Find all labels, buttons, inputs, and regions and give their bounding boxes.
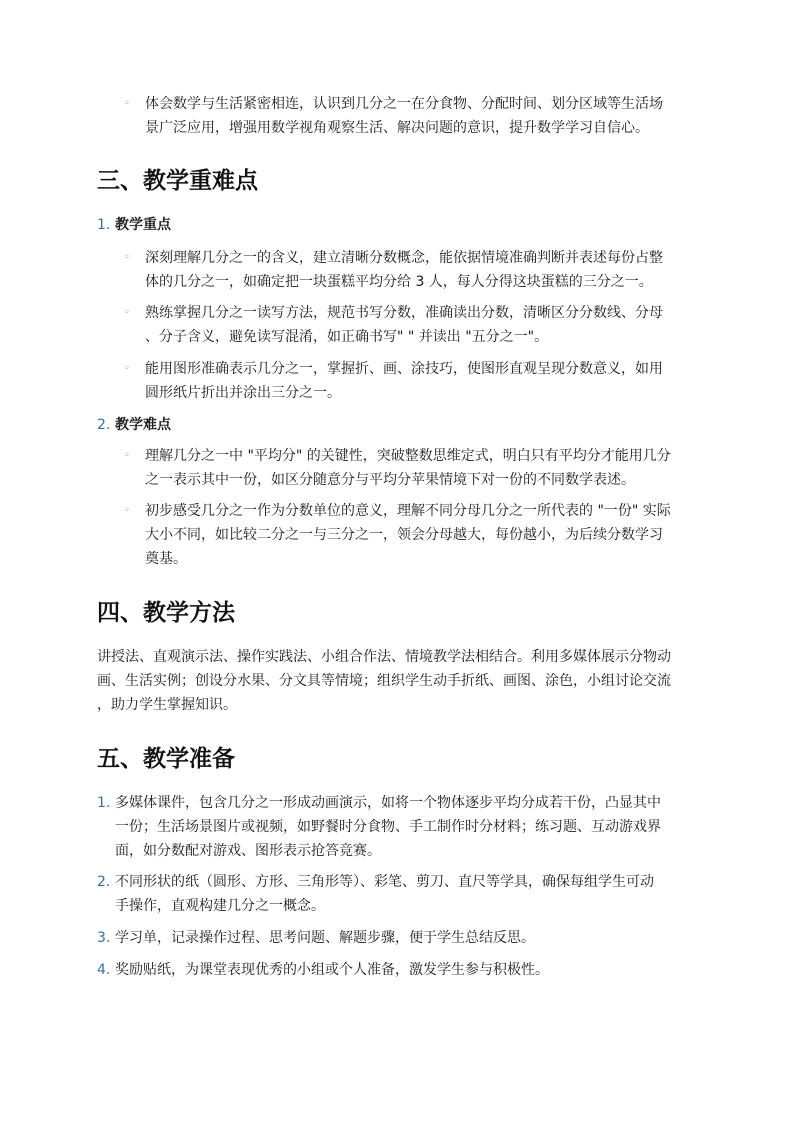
difficulty-2-line-1: 初步感受几分之一作为分数单位的意义，理解不同分母几分之一所代表的 "一份" 实际: [145, 503, 671, 519]
goal-bullet-line-2: 景广泛应用，增强用数学视角观察生活、解决问题的意识，提升数学学习自信心。: [145, 120, 649, 136]
prep-2-line-2: 手操作，直观构建几分之一概念。: [115, 898, 325, 914]
bullet-marker: ◦: [124, 98, 130, 109]
prep-3-line-1: 学习单，记录操作过程、思考问题、解题步骤，便于学生总结反思。: [115, 930, 535, 946]
bullet-marker: ◦: [124, 252, 130, 263]
subheading-key-points: 教学重点: [115, 217, 171, 233]
key-point-3-line-2: 圆形纸片折出并涂出三分之一。: [145, 385, 341, 401]
list-number: 1.: [97, 795, 111, 811]
difficulty-2-line-3: 奠基。: [145, 551, 187, 567]
key-point-1-line-2: 体的几分之一，如确定把一块蛋糕平均分给 3 人，每人分得这块蛋糕的三分之一。: [145, 274, 653, 290]
key-point-2-line-2: 、分子含义，避免读写混淆，如正确书写" " 并读出 "五分之一"。: [145, 329, 549, 345]
methods-line-2: 画、生活实例；创设分水果、分文具等情境；组织学生动手折纸、画图、涂色，小组讨论交流: [97, 673, 671, 689]
subheading-difficulties: 教学难点: [115, 417, 171, 433]
methods-line-1: 讲授法、直观演示法、操作实践法、小组合作法、情境教学法相结合。利用多媒体展示分物动: [97, 649, 671, 665]
key-point-2-line-1: 熟练掌握几分之一读写方法，规范书写分数，准确读出分数，清晰区分分数线、分母: [145, 305, 663, 321]
difficulty-1-line-2: 之一表示其中一份，如区分随意分与平均分苹果情境下对一份的不同数学表述。: [145, 472, 635, 488]
prep-1-line-1: 多媒体课件，包含几分之一形成动画演示，如将一个物体逐步平均分成若干份，凸显其中: [115, 795, 661, 811]
goal-bullet-line-1: 体会数学与生活紧密相连，认识到几分之一在分食物、分配时间、划分区域等生活场: [145, 96, 663, 112]
bullet-marker: ◦: [124, 450, 130, 461]
methods-line-3: ，助力学生掌握知识。: [97, 697, 237, 713]
list-number: 4.: [97, 962, 111, 978]
section-5-heading: 五、教学准备: [97, 746, 235, 772]
list-number: 2.: [97, 874, 111, 890]
list-number: 1.: [97, 217, 111, 233]
bullet-marker: ◦: [124, 505, 130, 516]
prep-2-line-1: 不同形状的纸（圆形、方形、三角形等）、彩笔、剪刀、直尺等学具，确保每组学生可动: [115, 874, 654, 890]
key-point-1-line-1: 深刻理解几分之一的含义，建立清晰分数概念，能依据情境准确判断并表述每份占整: [145, 250, 663, 266]
bullet-marker: ◦: [124, 307, 130, 318]
difficulty-2-line-2: 大小不同，如比较二分之一与三分之一，领会分母越大，每份越小，为后续分数学习: [145, 527, 663, 543]
section-3-heading: 三、教学重难点: [97, 168, 258, 194]
difficulty-1-line-1: 理解几分之一中 "平均分" 的关键性，突破整数思维定式，明白只有平均分才能用几分: [145, 448, 671, 464]
prep-1-line-2: 一份；生活场景图片或视频，如野餐时分食物、手工制作时分材料；练习题、互动游戏界: [115, 819, 661, 835]
list-number: 2.: [97, 417, 111, 433]
prep-4-line-1: 奖励贴纸，为课堂表现优秀的小组或个人准备，激发学生参与积极性。: [115, 962, 549, 978]
key-point-3-line-1: 能用图形准确表示几分之一，掌握折、画、涂技巧，使图形直观呈现分数意义，如用: [145, 361, 663, 377]
list-number: 3.: [97, 930, 111, 946]
bullet-marker: ◦: [124, 363, 130, 374]
prep-1-line-3: 面，如分数配对游戏、图形表示抢答竞赛。: [115, 843, 381, 859]
section-4-heading: 四、教学方法: [97, 600, 235, 626]
